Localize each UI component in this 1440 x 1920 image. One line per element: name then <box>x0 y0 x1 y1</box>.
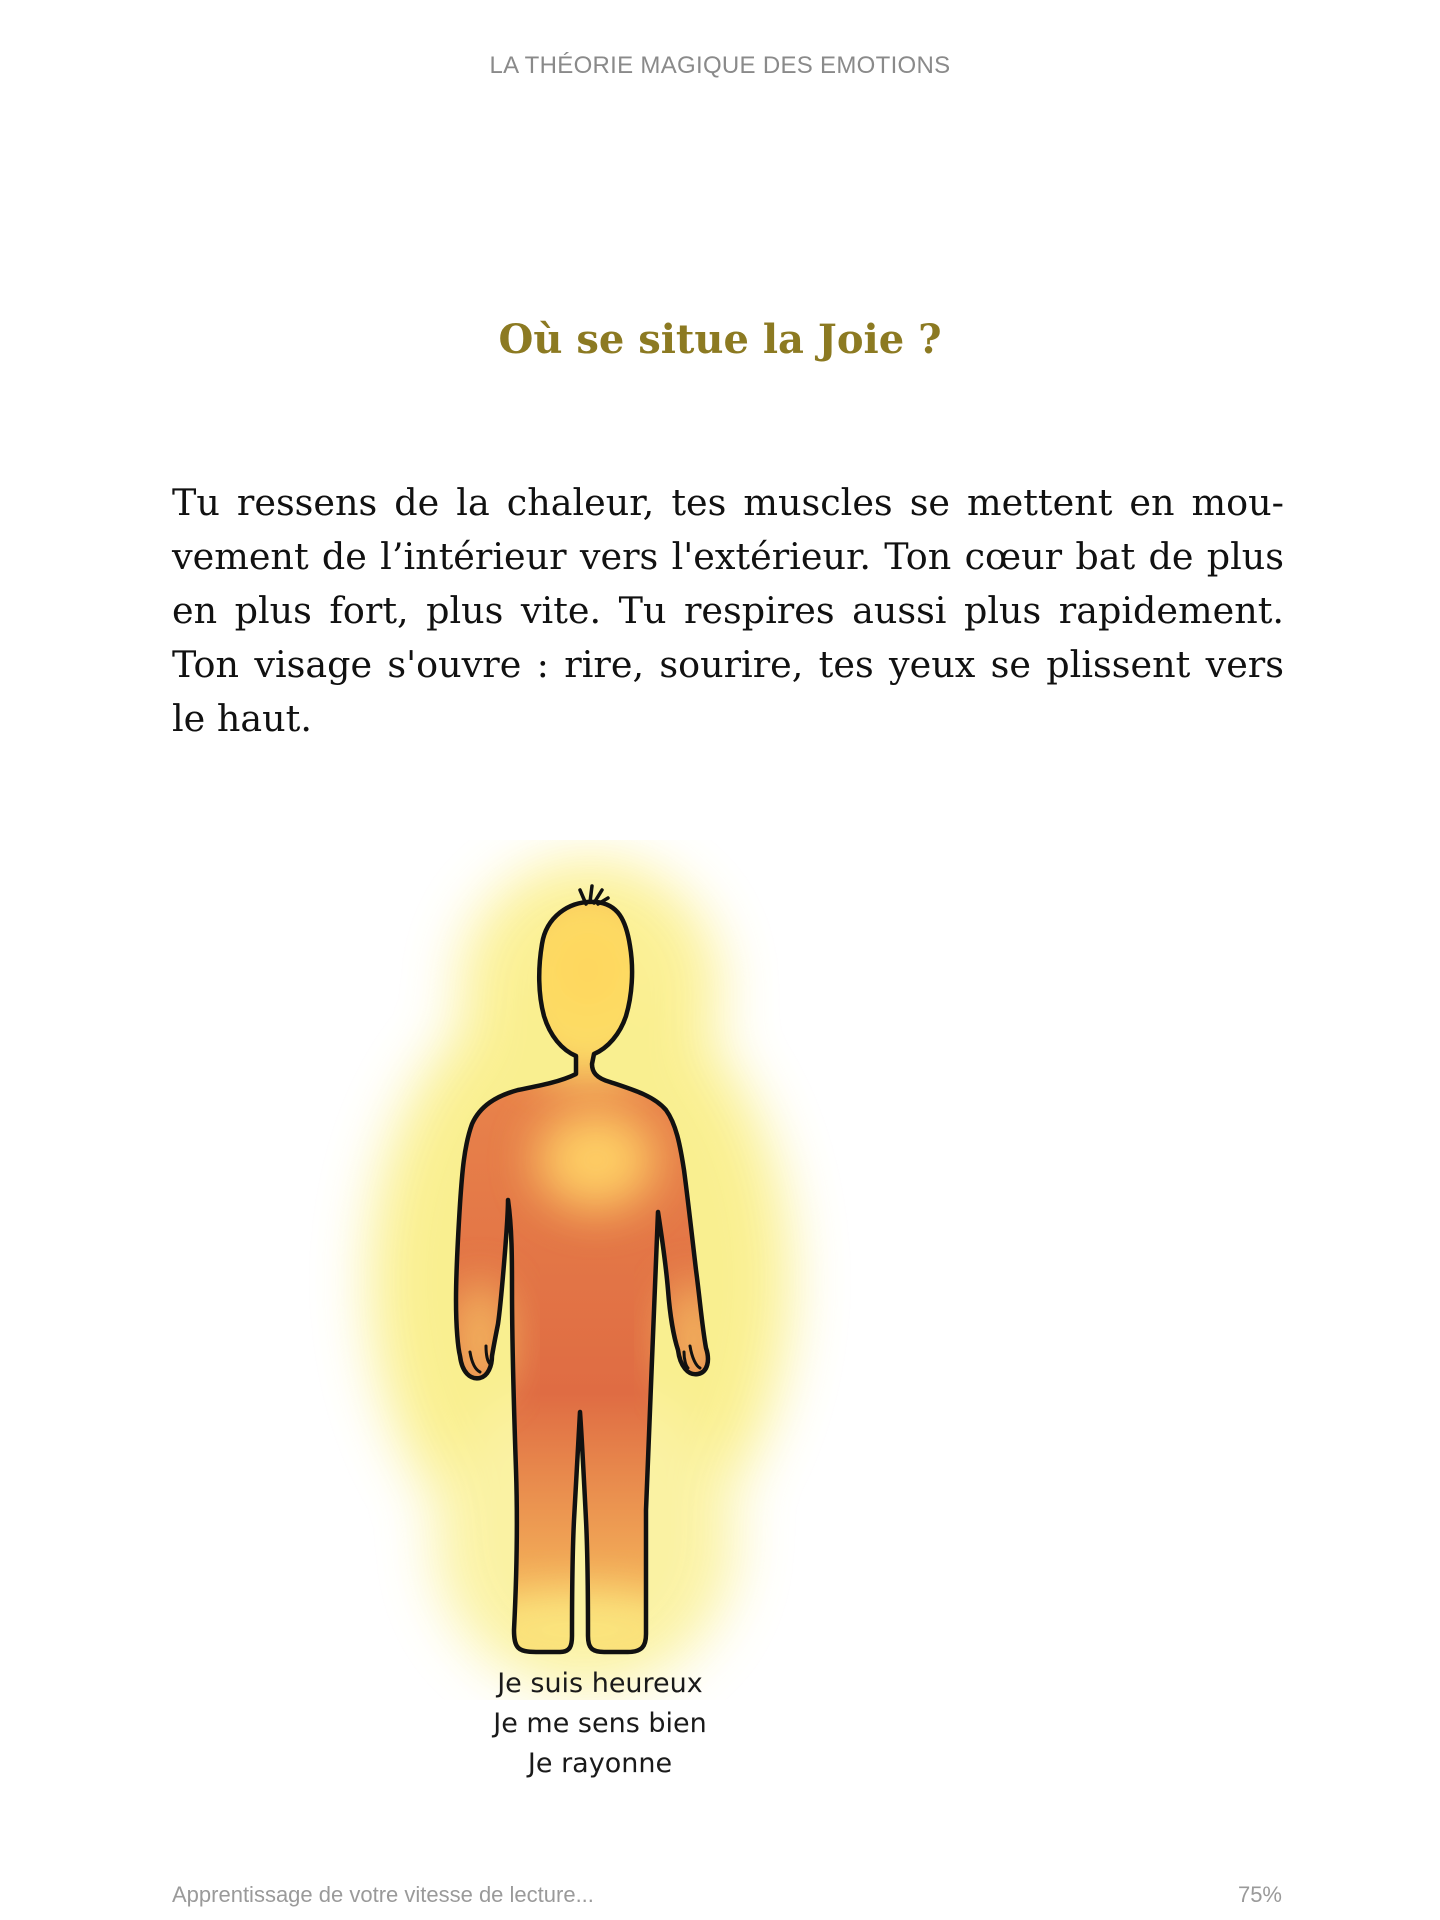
running-header: LA THÉORIE MAGIQUE DES EMOTIONS <box>489 52 951 79</box>
illustration-caption <box>400 1664 800 1784</box>
child-silhouette-joy-icon <box>300 840 900 1700</box>
caption-line: Je me sens bien <box>493 1708 707 1739</box>
reading-status: Apprentissage de votre vitesse de lecture... <box>172 1882 594 1907</box>
body-paragraph: Tu ressens de la chaleur, tes muscles se mettent en mouvement de l’intérieur vers l'extérieur. Ton cœur bat de plus en plus fort, plus vite. Tu respires aussi plus rapidement. Ton visage s'ouvre : rire, sourire, tes yeux se plissent vers le haut. <box>172 481 1284 740</box>
caption-line: Je suis heureux <box>497 1668 703 1699</box>
section-title: Où se situe la Joie ? <box>498 316 942 363</box>
caption-line: Je rayonne <box>527 1748 673 1779</box>
joy-illustration <box>300 840 900 1700</box>
progress-percentage: 75% <box>1237 1882 1282 1907</box>
